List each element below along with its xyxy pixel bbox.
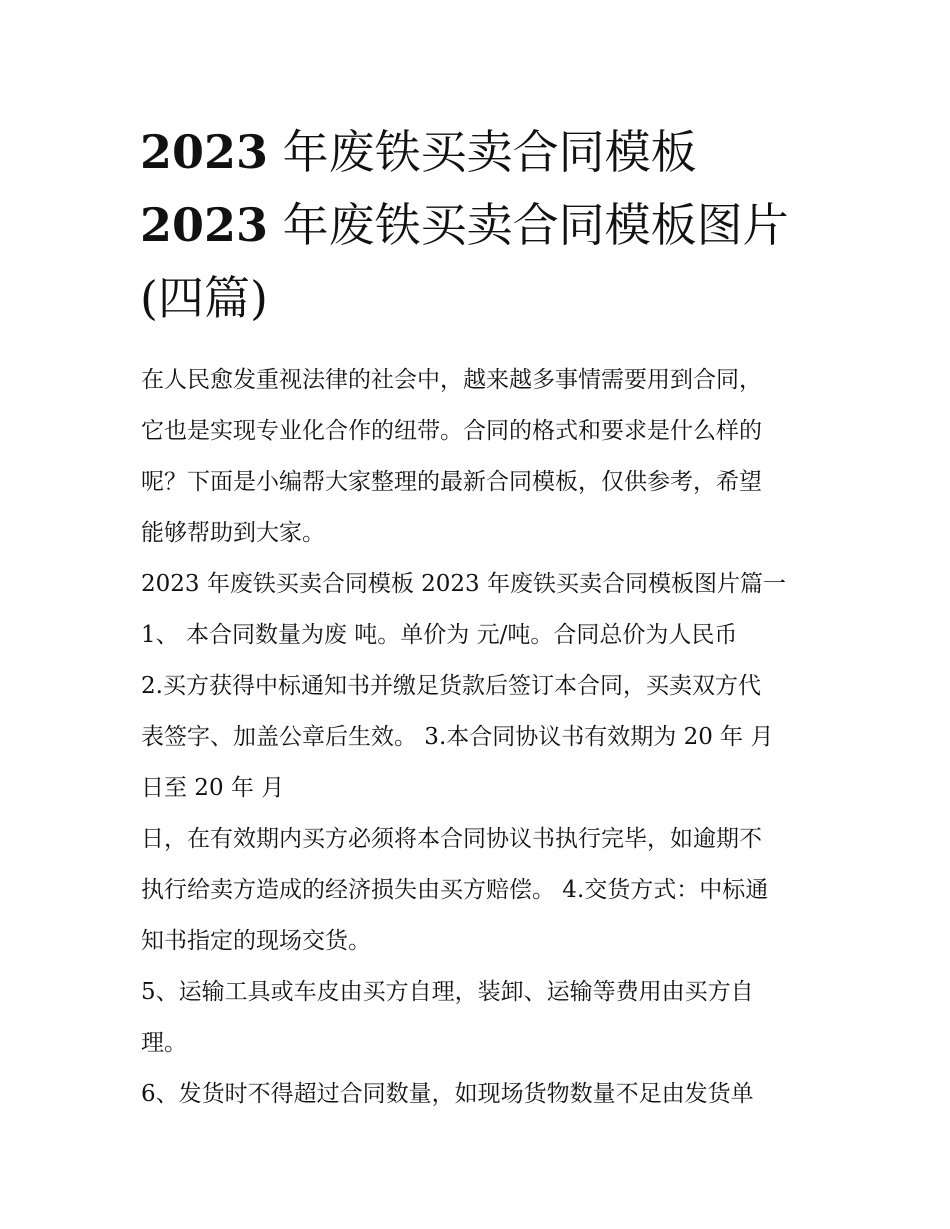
body-line: 6、发货时不得超过合同数量，如现场货物数量不足由发货单 [141,1081,754,1107]
title-year-1: 2023 [140,125,269,179]
document-title [140,116,840,335]
title-year-2: 2023 [140,198,269,252]
body-line: 执行给卖方造成的经济损失由买方赔偿。 4.交货方式：中标通 [141,877,769,903]
body-line: 它也是实现专业化合作的纽带。合同的格式和要求是什么样的 [141,418,762,444]
body-line: 日至 20 年 月 [141,775,285,801]
body-line: 5、运输工具或车皮由买方自理，装卸、运输等费用由买方自 [141,979,754,1005]
body-line: 2023 年废铁买卖合同模板 2023 年废铁买卖合同模板图片篇一 [141,571,786,597]
body-line: 呢？下面是小编帮大家整理的最新合同模板，仅供参考，希望 [141,469,762,495]
title-text-1: 年废铁买卖合同模板 [268,125,697,179]
body-line: 2.买方获得中标通知书并缴足货款后签订本合同，买卖双方代 [141,673,761,699]
body-line: 日，在有效期内买方必须将本合同协议书执行完毕，如逾期不 [141,826,762,852]
body-line: 理。 [141,1030,187,1056]
body-line: 能够帮助到大家。 [141,520,325,546]
title-text-3: (四篇) [140,271,268,325]
body-line: 表签字、加盖公章后生效。 3.本合同协议书有效期为 20 年 月 [141,724,774,750]
title-line-3 [140,262,840,335]
body-line: 知书指定的现场交货。 [141,928,371,954]
document-body [141,355,831,1120]
title-line-2 [140,189,840,262]
title-line-1 [140,116,840,189]
body-line: 在人民愈发重视法律的社会中，越来越多事情需要用到合同， [141,367,762,393]
title-text-2: 年废铁买卖合同模板图片 [268,198,789,252]
body-line: 1、 本合同数量为废 吨。单价为 元/吨。合同总价为人民币 [141,622,738,648]
